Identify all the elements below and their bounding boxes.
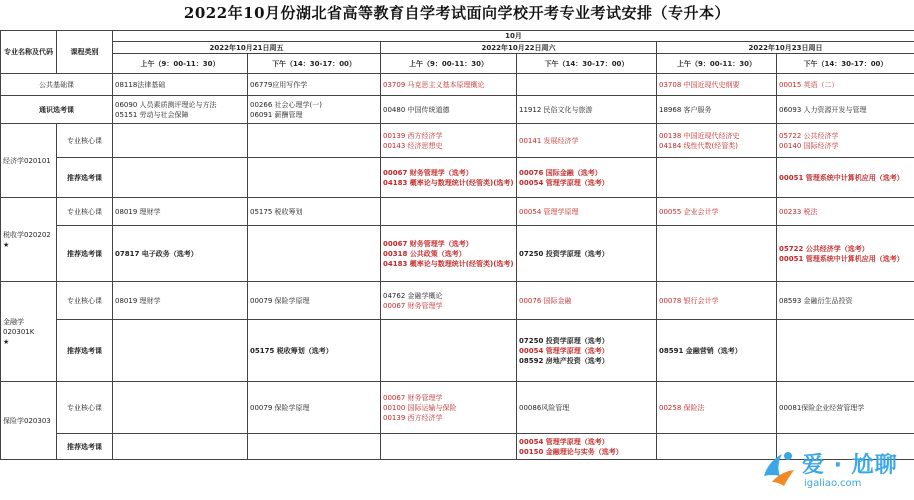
course-entry: 00054 管理学原理（选考）	[519, 178, 609, 187]
table-row	[1, 96, 914, 124]
course-cell: 11912 民俗文化与旅游	[517, 96, 657, 124]
core-course-label: 专业核心课	[57, 382, 113, 434]
course-cell	[113, 320, 248, 382]
course-cell	[517, 434, 657, 460]
course-entry: 08592 房地产投资（选考）	[519, 356, 609, 365]
table-row	[1, 124, 914, 158]
course-cell: 00141 发展经济学	[517, 124, 657, 158]
course-cell: 05175 税收筹划（选考）	[248, 320, 381, 382]
course-cell	[381, 158, 517, 198]
course-cell: 00015 英语（二）	[777, 74, 914, 96]
header-day-3: 2022年10月23日周日	[657, 42, 914, 54]
course-cell: 07250 投资学原理（选考）	[517, 226, 657, 282]
course-cell: 08019 理财学	[113, 282, 248, 320]
header-am: 上午（9：00-11：30）	[381, 54, 517, 74]
major-name-text: 税收学020202	[3, 230, 51, 239]
header-category: 课程类别	[57, 31, 113, 74]
header-pm: 下午（14：30-17：00）	[517, 54, 657, 74]
course-cell: 08591 金融营销（选考）	[657, 320, 777, 382]
course-cell	[381, 124, 517, 158]
course-entry: 00067 财务管理学	[383, 393, 443, 402]
course-entry: 06090 人员素质测评理论与方法	[115, 100, 217, 109]
major-name	[1, 198, 57, 282]
course-entry: 00140 国际经济学	[779, 141, 839, 150]
course-entry: 00150 金融理论与实务（选考）	[519, 447, 623, 456]
header-day-1: 2022年10月21日周五	[113, 42, 381, 54]
course-cell: 08019 理财学	[113, 198, 248, 226]
course-entry: 06091 薪酬管理	[250, 110, 303, 119]
exam-schedule-table	[0, 30, 914, 460]
course-cell	[517, 158, 657, 198]
course-cell	[517, 74, 657, 96]
public-course-label: 公共基础课	[1, 74, 113, 96]
course-cell: 00078 银行会计学	[657, 282, 777, 320]
course-cell	[113, 124, 248, 158]
course-entry: 00139 西方经济学	[383, 413, 443, 422]
course-cell	[248, 226, 381, 282]
course-cell	[113, 382, 248, 434]
header-pm: 下午（14：30-17：00）	[248, 54, 381, 74]
course-cell: 06093 人力资源开发与管理	[777, 96, 914, 124]
general-elective-label: 通识选考课	[1, 96, 113, 124]
star-icon: ★	[3, 240, 10, 249]
course-entry: 05151 劳动与社会保障	[115, 110, 189, 119]
course-entry: 00067 财务管理学（选考）	[383, 239, 473, 248]
recommended-course-label: 推荐选考课	[57, 158, 113, 198]
course-entry: 04183 概率论与数理统计(经管类)(选考)	[383, 259, 514, 268]
course-entry: 07250 投资学原理（选考）	[519, 336, 609, 345]
course-cell	[517, 320, 657, 382]
major-name: 保险学020303	[1, 382, 57, 460]
header-am: 上午（9：00-11：30）	[657, 54, 777, 74]
course-cell: 06779应用写作学	[248, 74, 381, 96]
course-cell: 00480 中国传统道德	[381, 96, 517, 124]
core-course-label: 专业核心课	[57, 282, 113, 320]
course-cell	[381, 198, 517, 226]
course-entry: 00266 社会心理学(一)	[250, 100, 322, 109]
core-course-label: 专业核心课	[57, 124, 113, 158]
course-cell: 00081保险企业经营管理学	[777, 382, 914, 434]
watermark	[758, 442, 908, 496]
course-entry: 04184 线性代数(经管类)	[659, 141, 738, 150]
major-name: 经济学020101	[1, 124, 57, 198]
course-entry: 00138 中国近现代经济史	[659, 131, 740, 140]
course-cell: 00233 税法	[777, 198, 914, 226]
watermark-url: igaliao.com	[804, 478, 862, 489]
recommended-course-label: 推荐选考课	[57, 434, 113, 460]
course-entry: 00054 管理学原理（选考）	[519, 346, 609, 355]
course-cell: 03708 中国近现代史纲要	[657, 74, 777, 96]
watermark-logo-icon	[758, 446, 802, 490]
course-cell	[657, 158, 777, 198]
header-day-2: 2022年10月22日周六	[381, 42, 657, 54]
course-entry: 00139 西方经济学	[383, 131, 443, 140]
table-row	[1, 158, 914, 198]
recommended-course-label: 推荐选考课	[57, 320, 113, 382]
course-entry: 00076 国际金融（选考）	[519, 168, 602, 177]
course-cell: 00051 管理系统中计算机应用（选考）	[777, 158, 914, 198]
course-cell: 00054 管理学原理	[517, 198, 657, 226]
course-cell: 08593 金融衍生品投资	[777, 282, 914, 320]
course-cell: 00086风险管理	[517, 382, 657, 434]
course-cell	[248, 96, 381, 124]
course-cell	[381, 226, 517, 282]
course-cell: 05175 税收筹划	[248, 198, 381, 226]
course-entry: 00067 财务管理学（选考）	[383, 168, 473, 177]
header-pm: 下午（14：30-17：00）	[777, 54, 914, 74]
course-cell	[381, 320, 517, 382]
course-cell	[381, 282, 517, 320]
star-icon: ★	[3, 337, 10, 346]
course-entry: 04762 金融学概论	[383, 291, 443, 300]
table-row	[1, 382, 914, 434]
course-cell: 00079 保险学原理	[248, 282, 381, 320]
table-row	[1, 74, 914, 96]
course-cell	[777, 226, 914, 282]
course-entry: 04183 概率论与数理统计(经管类)(选考)	[383, 178, 514, 187]
recommended-course-label: 推荐选考课	[57, 226, 113, 282]
header-am: 上午（9：00-11：30）	[113, 54, 248, 74]
course-cell	[381, 382, 517, 434]
course-cell: 08118法律基础	[113, 74, 248, 96]
course-cell	[113, 96, 248, 124]
course-cell: 07817 电子政务（选考）	[113, 226, 248, 282]
major-name-text: 金融学020301K	[3, 317, 35, 336]
course-cell	[248, 158, 381, 198]
header-month: 10月	[113, 31, 914, 42]
course-cell: 03709 马克思主义基本原理概论	[381, 74, 517, 96]
course-entry: 00100 国际运输与保险	[383, 403, 457, 412]
major-name	[1, 282, 57, 382]
course-entry: 00051 管理系统中计算机应用（选考）	[779, 254, 904, 263]
course-entry: 05722 公共经济学（选考）	[779, 244, 869, 253]
core-course-label: 专业核心课	[57, 198, 113, 226]
watermark-brand: 爱 · 尬聊	[802, 453, 898, 478]
course-cell: 00076 国际金融	[517, 282, 657, 320]
table-row	[1, 320, 914, 382]
course-entry: 00318 公共政策（选考）	[383, 249, 466, 258]
course-cell	[777, 124, 914, 158]
course-cell	[248, 434, 381, 460]
course-cell	[113, 434, 248, 460]
header-major: 专业名称及代码	[1, 31, 57, 74]
course-cell	[381, 434, 517, 460]
course-cell	[113, 158, 248, 198]
course-cell: 00055 企业会计学	[657, 198, 777, 226]
course-cell: 00079 保险学原理	[248, 382, 381, 434]
page-title: 2022年10月份湖北省高等教育自学考试面向学校开考专业考试安排（专升本）	[183, 4, 731, 22]
course-cell	[248, 124, 381, 158]
table-row	[1, 198, 914, 226]
course-entry: 00067 财务管理学	[383, 301, 443, 310]
course-cell	[657, 226, 777, 282]
table-row	[1, 282, 914, 320]
course-cell: 00258 保险法	[657, 382, 777, 434]
course-entry: 00143 经济思想史	[383, 141, 443, 150]
course-cell	[777, 320, 914, 382]
course-entry: 05722 公共经济学	[779, 131, 839, 140]
course-entry: 00054 管理学原理（选考）	[519, 437, 609, 446]
course-cell	[657, 124, 777, 158]
table-row	[1, 226, 914, 282]
course-cell: 18968 客户服务	[657, 96, 777, 124]
